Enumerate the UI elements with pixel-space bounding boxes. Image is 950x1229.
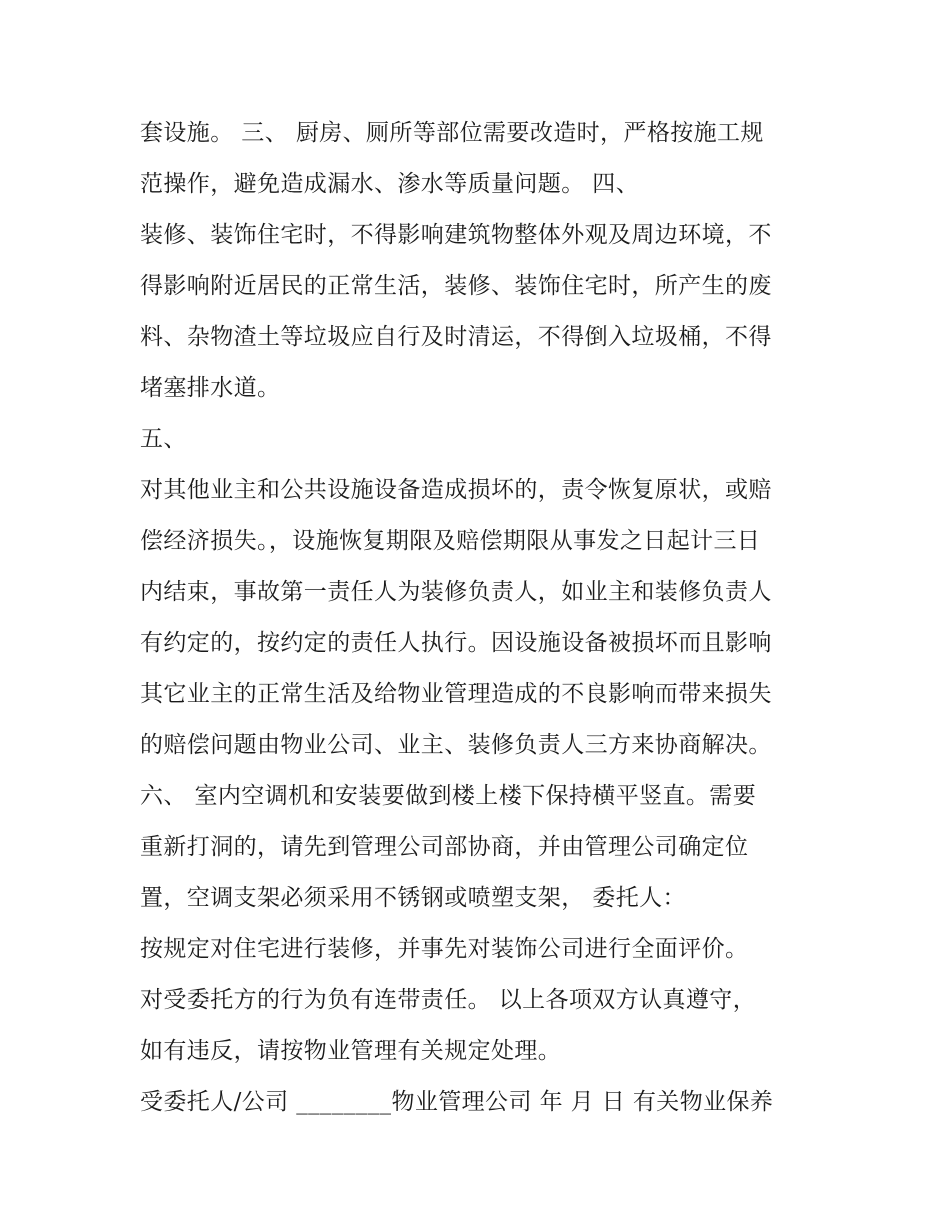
text-line: 六、 室内空调机和安装要做到楼上楼下保持横平竖直。需要 xyxy=(140,783,757,809)
text-line: 料、杂物渣土等垃圾应自行及时清运，不得倒入垃圾桶，不得 xyxy=(140,324,772,350)
text-line: 装修、装饰住宅时，不得影响建筑物整体外观及周边环境，不 xyxy=(140,222,772,248)
text-line: 其它业主的正常生活及给物业管理造成的不良影响而带来损失 xyxy=(140,681,772,707)
text-line: 范操作，避免造成漏水、渗水等质量问题。 四、 xyxy=(140,171,640,197)
text-line: 按规定对住宅进行装修，并事先对装饰公司进行全面评价。 xyxy=(140,936,749,962)
text-line: 对其他业主和公共设施设备造成损坏的，责令恢复原状，或赔 xyxy=(140,477,772,503)
text-line: 置，空调支架必须采用不锈钢或喷塑支架， 委托人： xyxy=(140,885,686,911)
text-line: 内结束，事故第一责任人为装修负责人，如业主和装修负责人 xyxy=(140,579,772,605)
section-heading: 五、 xyxy=(140,426,187,452)
text-line: 对受委托方的行为负有连带责任。 以上各项双方认真遵守， xyxy=(140,987,757,1013)
text-line: 套设施。 三、 厨房、厕所等部位需要改造时，严格按施工规 xyxy=(140,120,764,146)
text-line: 偿经济损失。，设施恢复期限及赔偿期限从事发之日起计三日 xyxy=(140,528,761,554)
text-line: 得影响附近居民的正常生活，装修、装饰住宅时，所产生的废 xyxy=(140,273,772,299)
text-line: 有约定的，按约定的责任人执行。因设施设备被损坏而且影响 xyxy=(140,630,772,656)
text-line: 重新打洞的，请先到管理公司部协商，并由管理公司确定位 xyxy=(140,834,749,860)
text-line: 的赔偿问题由物业公司、业主、装修负责人三方来协商解决。 xyxy=(140,732,772,758)
text-line: 堵塞排水道。 xyxy=(140,375,281,401)
signature-line: 受委托人/公司 ________物业管理公司 年 月 日 有关物业保养 xyxy=(140,1089,774,1115)
text-line: 如有违反，请按物业管理有关规定处理。 xyxy=(140,1038,562,1064)
document-body xyxy=(140,108,830,1128)
